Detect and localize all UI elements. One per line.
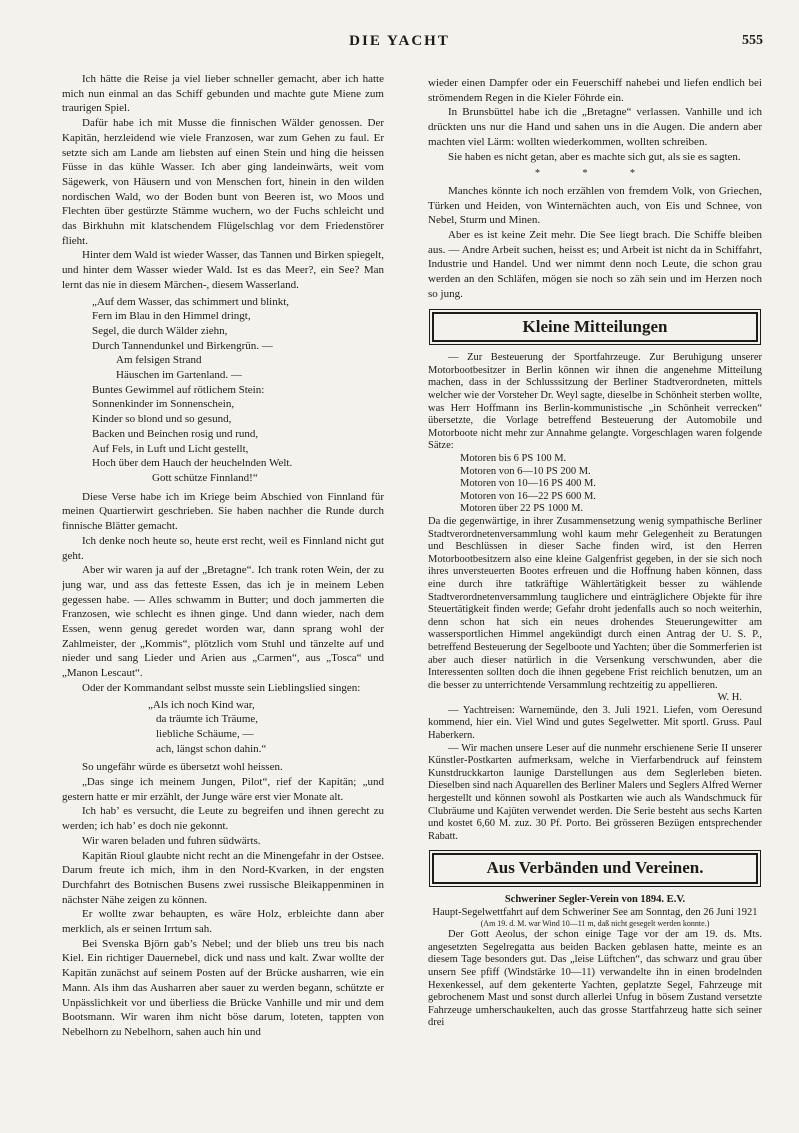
paragraph: Wir waren beladen und fuhren südwärts. [82, 834, 261, 847]
poem-line: Sonnenkinder im Sonnenschein, [92, 398, 235, 411]
news-item: — Zur Besteuerung der Sportfahrzeuge. Zur Beruhigung unserer Motorbootbesitzer in Berlin können wir ihnen die angenehme Mitteilung machen, dass in der Schlusssitzung der Berliner Stadtverordneten, mittels welcher wie der Vorsteher Dr. Weyl sagte, dieselbe in Schönheit sterben wollte, was Herr Hoffmann ins Berlin-kommunistische „in Schönheit verrecken“ übersetzte, die Vorlage betreffend Besteuerung der Automobile und Motorboote nicht mehr zur Annahme gelangte. Vorgeschlagen waren folgende Sätze: [428, 352, 762, 452]
poem-line: Fern im Blau in den Himmel dringt, [92, 310, 251, 323]
song-line: da träumte ich Träume, [156, 713, 259, 726]
paragraph: Aber wir waren ja auf der „Bretagne“. Ich trank roten Wein, der zu jung war, und ass das fetteste Essen, das ich je in meinem Leben gegessen habe. — Alles schwamm in Butter; und doch jammerten die Franzosen, wie schlecht es ihnen ginge. Und dann wieder, nach dem Essen, wenn genug geredet worden war, dann sprang wohl der Zahlmeister, der „Kommis“, plötzlich vom Stuhl und tänzelte auf und nieder und sang Lieder und Arien aus „Carmen“, aus „Tosca“ und „Manon Lescaut“. [62, 564, 384, 680]
paragraph: Er wollte zwar behaupten, es wäre Holz, erbleichte dann aber merklich, als er seinen Irrtum sah. [62, 908, 384, 936]
poem-line: Durch Tannendunkel und Birkengrün. — [92, 339, 273, 352]
left-column [62, 72, 384, 1124]
paragraph: Ich hätte die Reise ja viel lieber schneller gemacht, aber ich hatte mich nun einmal an das Schiff gebunden und machte gute Miene zum traurigen Spiel. [62, 73, 384, 115]
club-name: Schweriner Segler-Verein von 1894. E.V. [504, 894, 686, 906]
poem-line: Segel, die durch Wälder ziehn, [92, 324, 228, 337]
paragraph: Ich hab’ es versucht, die Leute zu begreifen und ihnen gerecht zu werden; ich hab’ es doch nie gekonnt. [62, 805, 384, 833]
paragraph: Hinter dem Wald ist wieder Wasser, das Tannen und Birken spiegelt, und hinter dem Wasser wieder Wald. Ist es das Meer?, ein See? Man lernt das nie in diesem Märchen-, diesem Wasserland. [62, 249, 384, 291]
poem-line: Am felsigen Strand [116, 354, 202, 367]
song-line: ach, längst schon dahin.“ [156, 742, 267, 755]
news-item: — Yachtreisen: Warnemünde, den 3. Juli 1921. Liefen, vom Oeresund kommend, hier ein. Viel Wind und gutes Segelwetter. Mit sportl. Gruss. Paul Haberkern. [428, 704, 762, 742]
tax-rate: Motoren von 10—16 PS 400 M. [460, 478, 596, 490]
tax-rate: Motoren von 16—22 PS 600 M. [460, 490, 596, 502]
poem [92, 295, 384, 486]
paragraph: wieder einen Dampfer oder ein Feuerschiff nahebei und liefen endlich bei strömendem Regen in die Kieler Föhrde ein. [428, 77, 762, 104]
song-line: liebliche Schäume, — [156, 727, 254, 740]
author-initials: W. H. [717, 692, 742, 704]
right-column [428, 76, 762, 1128]
section-heading-kleine-mitteilungen: Kleine Mitteilungen [432, 312, 758, 343]
event-title: Haupt-Segelwettfahrt auf dem Schweriner See am Sonntag, den 26 Juni 1921 [432, 906, 758, 918]
paragraph: Dafür habe ich mit Musse die finnischen Wälder genossen. Der Kapitän, herzleidend wie viele Franzosen, war zum Gehen zu faul. Er setzte sich am Lande am liebsten auf einen Stein und hing die heissen Füsse in das kühle Wasser. Ich aber ging landeinwärts, weit vom Sägewerk, von Häusern und von Menschen fort, hinein in den wilden nordischen Wald, wo der Boden bunt von Beeren ist, wo Moos und Flechten über gestürzte Stämme wuchern, wo der Fuchs schleicht und das Birkhuhn mit klatschendem Flügelschlag vor dem Friedenstörer flieht. [62, 117, 384, 247]
page-number: 555 [742, 33, 763, 48]
news-item: — Wir machen unsere Leser auf die nunmehr erschienene Serie II unserer Künstler-Postkarten aufmerksam, welche in Vierfarbendruck auf feinstem Kunstdruckkarton launige Darstellungen aus dem Seglerleben bieten. Dieselben sind nach Aquarellen des Berliner Malers und Seglers Alfred Werner hergestellt und können sowohl als Postkarten wie auch als Wandschmuck für Clubräume und Kajüten verwendet werden. Die Serie besteht aus sechs Karten und kostet 6,60 M. zuz. 30 Pf. Porto. Bei grösseren Bezügen entsprechender Rabatt. [428, 742, 762, 842]
paragraph: Oder der Kommandant selbst musste sein Lieblingslied singen: [82, 681, 361, 694]
song [148, 698, 384, 757]
poem-line: Backen und Beinchen rosig und rund, [92, 427, 259, 440]
section-heading-verbaende: Aus Verbänden und Vereinen. [432, 853, 758, 884]
event-note: (Am 19. d. M. war Wind 10—11 m, daß nicht gesegelt werden konnte.) [480, 919, 710, 929]
news-item: Da die gegenwärtige, in ihrer Zusammensetzung wenig sympathische Berliner Stadtverordnetenversammlung wohl kaum mehr Gelegenheit zu Beratungen und Beschlüssen in dieser Sache finden wird, ist den Herren Motorbootbesitzern also eine kleine Galgenfrist gegeben, in der sie sich noch ihres unversteuerten Bootes erfreuen und die Hoffnung haben können, dass eine durch ihre tatkräftige Wählertätigkeit besser zu wählende Stadtverordnetenversammlung tauglichere und einträglichere Objekte für ihre Steuertätigkeit finden werde; Gefahr droht jedenfalls auch so noch weiterhin, denn schon hat sich ein neues drohendes Steuerungewitter am wassersportlichen Himmel angekündigt durch einen Antrag der U. S. P., betreffend Besteuerung der Segelboote und Yachten; über die Sommerferien ist aber auch dieser natürlich in die Versenkung verschwunden, aber die Interessenten sollten doch die ihnen gegebene Frist reichlich benutzen, um an die besser zu unterrichtende Versammlung rechtzeitig zu appellieren. [428, 515, 762, 691]
paragraph: In Brunsbüttel habe ich die „Bretagne“ verlassen. Vanhille und ich drückten uns nur die Hand und sahen uns in die Augen. Die andern aber machten viel Lärm: wollten wiederkommen, wollten schreiben. [428, 106, 762, 148]
song-line: „Als ich noch Kind war, [148, 698, 255, 711]
tax-rate: Motoren bis 6 PS 100 M. [460, 453, 567, 464]
paragraph: Bei Svenska Björn gab’s Nebel; und der blieb uns treu bis nach Kiel. Ein richtiger Dauernebel, dick und nass und kalt. Zwar wollte der Kapitän zunächst auf seinem Posten auf der Brücke ausharren, wie ein Mann. Als ihm das Ausharren aber sauer zu werden begann, schützte er Unpässlichkeit vor und überliess die Brücke Vanhille und mir und dem Bootsmann. Wir waren ihm nicht böse darum, loteten, tappten von Nebelhorn zu Nebelhorn, sahen auch hin und [62, 937, 384, 1038]
tax-rate: Motoren über 22 PS 1000 M. [460, 503, 584, 515]
paragraph: Sie haben es nicht getan, aber es machte sich gut, als sie es sagten. [448, 150, 741, 163]
section-separator: * * * [535, 168, 655, 180]
tax-rate: Motoren von 6—10 PS 200 M. [460, 465, 591, 477]
tax-rates-list [460, 453, 762, 516]
paragraph: Diese Verse habe ich im Kriege beim Abschied von Finnland für meinen Quartierwirt geschrieben. Sie haben nachher die Runde durch finnische Blätter gemacht. [62, 490, 384, 533]
poem-line: Auf Fels, in Luft und Licht gestellt, [92, 442, 249, 455]
poem-line: Gott schütze Finnland!“ [152, 471, 258, 484]
paragraph: „Das singe ich meinem Jungen, Pilot“, rief der Kapitän; „und gestern hatte er mir erzählt, der Junge wäre erst vier Monate alt. [62, 776, 384, 803]
poem-line: Hoch über dem Hauch der heuchelnden Welt. [92, 457, 293, 470]
paragraph: Manches könnte ich noch erzählen von fremdem Volk, von Griechen, Türken und Heiden, von Winternächten auch, von Eis und Schnee, von Nebel, Sturm und Minen. [428, 184, 762, 227]
paragraph: So ungefähr würde es übersetzt wohl heissen. [82, 761, 283, 774]
paragraph: Aber es ist keine Zeit mehr. Die See liegt brach. Die Schiffe bleiben aus. — Andre Arbeit suchen, heisst es; und Arbeit ist nicht da in Schiffahrt, Industrie und Handel. Und wer nimmt denn noch Leute, die schon grau werden an den Schläfen, mögen sie noch so zäh sein und im Herzen noch so jung. [428, 229, 762, 300]
poem-line: Häuschen im Gartenland. — [116, 369, 242, 382]
poem-line: Buntes Gewimmel auf rötlichem Stein: [92, 383, 265, 396]
paragraph: Kapitän Rioul glaubte nicht recht an die Minengefahr in der Ostsee. Darum freute ich mich, ihm in den Nord-Kvarken, in der engsten Durchfahrt des Botnischen Busens zwei russische Bleikappenminen in nächster Nähe zeigen zu können. [62, 849, 384, 906]
journal-title: DIE YACHT [349, 33, 450, 49]
paragraph: Ich denke noch heute so, heute erst recht, weil es Finnland nicht gut geht. [62, 534, 384, 562]
poem-line: Kinder so blond und so gesund, [92, 413, 232, 426]
report-text: Der Gott Aeolus, der schon einige Tage vor der am 19. ds. Mts. angesetzten Segelregatta aus beiden Backen geblasen hatte, meinte es an diesem Tage besonders gut. Das „leise Lüftchen“, das schwarz und grau über unsern See pfiff (Windstärke 10—11) verwandelte ihn in einen brodelnden Hexenkessel, auf dem gekenterte Yachten, geplatzte Segel, Fahrzeuge mit gebrochenem Mast und sonst durch allerlei Unfug in bösem Zustand versetzte Fahrzeuge umherschaukelten, auch das grosse Startfahrzeug hatte sich seiner drei [428, 929, 762, 1029]
poem-line: „Auf dem Wasser, das schimmert und blinkt, [92, 295, 290, 308]
